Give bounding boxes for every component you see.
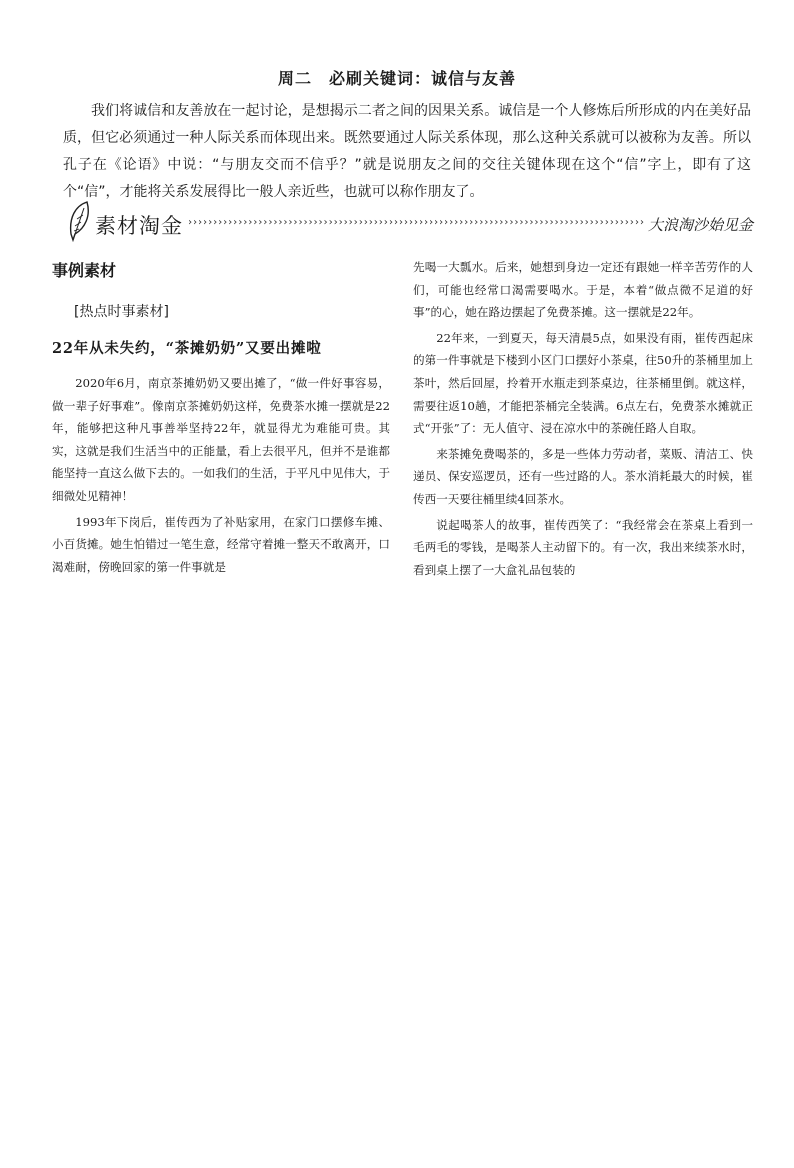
article-paragraph: 说起喝茶人的故事，崔传西笑了：“我经常会在茶桌上看到一毛两毛的零钱，是喝茶人主动留下的。有一次，我出来续茶水时，看到桌上摆了一大盒礼品包装的 (413, 517, 753, 577)
sub-heading: [热点时事素材] (74, 304, 169, 320)
article-paragraph: 2020年6月，南京茶摊奶奶又要出摊了，“做一件好事容易，做一辈子好事难”。像南京茶摊奶奶这样，免费茶水摊一摆就是22年，能够把这种凡事善举坚持22年，就显得尤为难能可贵。其实，这就是我们生活当中的正能量，看上去很平凡，但并不是谁都能坚持一直这么做下去的。一如我们的生活，于平凡中见伟大，于细微处见精神！ (52, 376, 390, 503)
section-banner (63, 200, 753, 242)
article-paragraph: 来茶摊免费喝茶的，多是一些体力劳动者，菜贩、清洁工、快递员、保安巡逻员，还有一些过路的人。茶水消耗最大的时候，崔传西一天要往桶里续4回茶水。 (413, 446, 753, 506)
intro-paragraph: 我们将诚信和友善放在一起讨论，是想揭示二者之间的因果关系。诚信是一个人修炼后所形成的内在美好品质，但它必须通过一种人际关系而体现出来。既然要通过人际关系体现，那么这种关系就可以被称为友善。所以孔子在《论语》中说：“与朋友交而不信乎？”就是说朋友之间的交往关键体现在这个“信”字上，即有了这个“信”，才能将关系发展得比一般人亲近些，也就可以称作朋友了。 (63, 103, 751, 200)
section-heading: 事例素材 (52, 261, 117, 280)
page-title: 周二 必刷关键词：诚信与友善 (277, 69, 516, 88)
article-paragraph-continued: 先喝一大瓢水。后来，她想到身边一定还有跟她一样辛苦劳作的人们，可能也经常口渴需要喝水。于是，本着“做点微不足道的好事”的心，她在路边摆起了免费茶摊。这一摆就是22年。 (413, 260, 753, 320)
intro-section (63, 98, 751, 206)
feather-quill-icon (65, 200, 93, 242)
banner-tagline: 大浪淘沙始见金 (647, 216, 753, 234)
left-column (52, 256, 390, 578)
banner-title: 素材淘金 (95, 214, 183, 238)
article-paragraph: 1993年下岗后，崔传西为了补贴家用，在家门口摆修车摊、小百货摊。她生怕错过一笔生意，经常守着摊一整天不敢离开，口渴难耐，傍晚回家的第一件事就是 (52, 514, 390, 574)
article-title: 22年从未失约，“茶摊奶奶”又要出摊啦 (52, 340, 322, 357)
article-paragraph: 22年来，一到夏天，每天清晨5点，如果没有雨，崔传西起床的第一件事就是下楼到小区门口摆好小茶桌，往50升的茶桶里加上茶叶，然后回屋，拎着开水瓶走到茶桌边，往茶桶里倒。就这样，需要往返10趟，才能把茶桶完全装满。6点左右，免费茶水摊就正式“开张”了：无人值守、浸在凉水中的茶碗任路人自取。 (413, 330, 753, 436)
banner-arrow-divider: ››››››››››››››››››››››››››››››››››››››››››››››››››››››››››››››››››››››››››››››››››››››››››› (187, 217, 644, 228)
right-column (413, 256, 753, 581)
